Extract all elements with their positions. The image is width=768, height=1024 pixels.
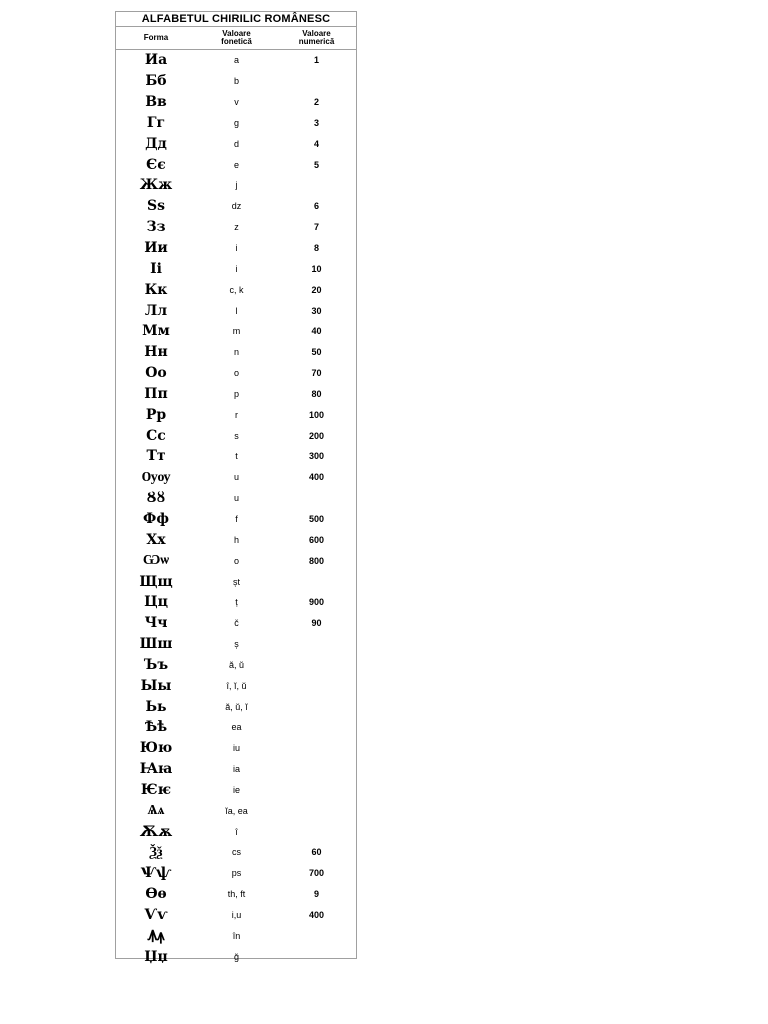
table-row bbox=[116, 175, 356, 196]
header-numeric: Valoare numerică bbox=[298, 29, 335, 46]
table-row bbox=[116, 800, 356, 821]
phonetic-value: z bbox=[234, 222, 239, 233]
numeric-value: 70 bbox=[311, 368, 322, 379]
numeric-value: 400 bbox=[308, 910, 325, 921]
table-row bbox=[116, 717, 356, 738]
table-row bbox=[116, 217, 356, 238]
table-body bbox=[116, 50, 356, 967]
phonetic-value: l bbox=[235, 305, 238, 316]
letter-form: Пп bbox=[144, 385, 168, 402]
phonetic-value: j bbox=[235, 180, 238, 191]
numeric-value: 7 bbox=[313, 222, 319, 233]
table-row bbox=[116, 946, 356, 967]
numeric-value: 400 bbox=[308, 472, 325, 483]
letter-form: Нн bbox=[144, 344, 168, 361]
table-row bbox=[116, 613, 356, 634]
letter-form: Ьь bbox=[145, 698, 167, 715]
numeric-value: 800 bbox=[308, 555, 325, 566]
phonetic-value: o bbox=[233, 368, 239, 379]
phonetic-value: ă, ŭ bbox=[228, 659, 244, 670]
numeric-value: 5 bbox=[313, 159, 319, 170]
table-title: ALFABETUL CHIRILIC ROMÂNESC bbox=[116, 12, 356, 27]
phonetic-value: g bbox=[233, 117, 239, 128]
letter-form: Ꙟꙟ bbox=[147, 928, 165, 945]
letter-form: Бб bbox=[145, 73, 167, 90]
letter-form: Ѹѹ bbox=[141, 468, 171, 485]
numeric-value: 3 bbox=[313, 117, 319, 128]
phonetic-value: a bbox=[233, 55, 239, 66]
numeric-value: 80 bbox=[311, 388, 322, 399]
phonetic-value: ĭa, ea bbox=[225, 805, 248, 816]
phonetic-value: f bbox=[235, 513, 238, 524]
table-row bbox=[116, 509, 356, 530]
table-row bbox=[116, 133, 356, 154]
table-row bbox=[116, 258, 356, 279]
numeric-value: 500 bbox=[308, 513, 325, 524]
phonetic-value: i bbox=[235, 263, 238, 274]
letter-form: Лл bbox=[144, 302, 168, 319]
phonetic-value: ps bbox=[231, 868, 242, 879]
phonetic-value: m bbox=[232, 326, 241, 337]
letter-form: Ѳѳ bbox=[145, 886, 167, 903]
table-row bbox=[116, 404, 356, 425]
phonetic-value: e bbox=[233, 159, 239, 170]
phonetic-value: o bbox=[233, 555, 239, 566]
numeric-value: 60 bbox=[311, 847, 322, 858]
table-row bbox=[116, 279, 356, 300]
numeric-value: 40 bbox=[311, 326, 322, 337]
numeric-value: 4 bbox=[313, 138, 319, 149]
numeric-value: 900 bbox=[308, 597, 325, 608]
table-row bbox=[116, 654, 356, 675]
numeric-value: 8 bbox=[313, 243, 319, 254]
numeric-value: 50 bbox=[311, 347, 322, 358]
letter-form: Дд bbox=[145, 135, 167, 152]
phonetic-value: șt bbox=[232, 576, 240, 587]
phonetic-value: ğ bbox=[233, 951, 239, 962]
table-row bbox=[116, 675, 356, 696]
letter-form: Іі bbox=[150, 260, 162, 277]
table-row bbox=[116, 342, 356, 363]
table-row bbox=[116, 821, 356, 842]
letter-form: Ѵѵ bbox=[144, 907, 168, 924]
phonetic-value: u bbox=[233, 493, 239, 504]
table-row bbox=[116, 884, 356, 905]
numeric-value: 6 bbox=[313, 201, 319, 212]
table-row bbox=[116, 238, 356, 259]
numeric-value: 9 bbox=[313, 889, 319, 900]
letter-form: Иа bbox=[144, 52, 168, 69]
phonetic-value: iu bbox=[232, 743, 240, 754]
table-row bbox=[116, 488, 356, 509]
phonetic-value: dz bbox=[231, 201, 242, 212]
phonetic-value: v bbox=[234, 97, 239, 108]
letter-form: Цц bbox=[144, 594, 168, 611]
letter-form: Вв bbox=[145, 94, 167, 111]
phonetic-value: ă, ŭ, ĭ bbox=[225, 701, 248, 712]
header-phonetic: Valoare fonetică bbox=[221, 29, 252, 46]
numeric-value: 90 bbox=[311, 618, 322, 629]
numeric-value: 300 bbox=[308, 451, 325, 462]
phonetic-value: th, ft bbox=[227, 889, 246, 900]
numeric-value: 10 bbox=[311, 263, 322, 274]
phonetic-value: c, k bbox=[229, 284, 244, 295]
table-row bbox=[116, 925, 356, 946]
table-row bbox=[116, 780, 356, 801]
letter-form: Ꙗꙗ bbox=[139, 761, 173, 778]
letter-form: Жж bbox=[139, 177, 173, 194]
letter-form: Оо bbox=[145, 365, 167, 382]
table-row bbox=[116, 321, 356, 342]
letter-form: Зз bbox=[146, 219, 166, 236]
table-row bbox=[116, 529, 356, 550]
table-row bbox=[116, 696, 356, 717]
letter-form: Ȣȣ bbox=[146, 490, 166, 507]
numeric-value: 600 bbox=[308, 534, 325, 545]
header-form: Forma bbox=[143, 33, 169, 42]
phonetic-value: în bbox=[232, 930, 241, 941]
phonetic-value: î, ĭ, ŭ bbox=[226, 680, 247, 691]
table-row bbox=[116, 446, 356, 467]
phonetic-value: t bbox=[235, 451, 238, 462]
phonetic-value: r bbox=[235, 409, 238, 420]
letter-form: Ѕѕ bbox=[147, 198, 165, 215]
table-row bbox=[116, 759, 356, 780]
phonetic-value: ie bbox=[232, 784, 240, 795]
table-row bbox=[116, 571, 356, 592]
table-row bbox=[116, 71, 356, 92]
letter-form: Ѫѫ bbox=[139, 823, 173, 840]
phonetic-value: h bbox=[233, 534, 239, 545]
letter-form: Ѱѱ bbox=[140, 865, 172, 882]
phonetic-value: u bbox=[233, 472, 239, 483]
table-row bbox=[116, 863, 356, 884]
table-row bbox=[116, 905, 356, 926]
table-row bbox=[116, 634, 356, 655]
numeric-value: 20 bbox=[311, 284, 322, 295]
letter-form: Ъъ bbox=[143, 656, 169, 673]
table-row bbox=[116, 738, 356, 759]
letter-form: Ѣѣ bbox=[144, 719, 168, 736]
letter-form: Фф bbox=[143, 510, 169, 527]
phonetic-value: i bbox=[235, 243, 238, 254]
letter-form: Щщ bbox=[139, 573, 173, 590]
phonetic-value: s bbox=[234, 430, 239, 441]
numeric-value: 1 bbox=[313, 55, 319, 66]
alphabet-table bbox=[115, 11, 357, 965]
table-row bbox=[116, 425, 356, 446]
letter-form: Чч bbox=[144, 615, 168, 632]
letter-form: Гг bbox=[146, 114, 166, 131]
letter-form: Мм bbox=[142, 323, 170, 340]
phonetic-value: ț bbox=[235, 597, 238, 608]
letter-form: Рр bbox=[145, 406, 167, 423]
letter-form: Шш bbox=[139, 636, 173, 653]
letter-form: Єє bbox=[146, 156, 166, 173]
table-row bbox=[116, 196, 356, 217]
numeric-value: 200 bbox=[308, 430, 325, 441]
letter-form: Сс bbox=[146, 427, 166, 444]
phonetic-value: d bbox=[233, 138, 239, 149]
table-row bbox=[116, 50, 356, 71]
phonetic-value: ea bbox=[231, 722, 242, 733]
table-row bbox=[116, 842, 356, 863]
letter-form: Кк bbox=[144, 281, 168, 298]
letter-form: Тт bbox=[146, 448, 166, 465]
table-row bbox=[116, 550, 356, 571]
phonetic-value: n bbox=[233, 347, 239, 358]
letter-form: Ѡѡ bbox=[142, 552, 170, 569]
letter-form: Ии bbox=[144, 240, 168, 257]
phonetic-value: i,u bbox=[231, 910, 242, 921]
table-row bbox=[116, 592, 356, 613]
table-row bbox=[116, 467, 356, 488]
letter-form: Юю bbox=[139, 740, 173, 757]
phonetic-value: č bbox=[234, 618, 239, 629]
numeric-value: 700 bbox=[308, 868, 325, 879]
phonetic-value: ia bbox=[232, 764, 240, 775]
letter-form: Ѥѥ bbox=[140, 781, 172, 798]
phonetic-value: p bbox=[233, 388, 239, 399]
table-row bbox=[116, 300, 356, 321]
numeric-value: 2 bbox=[313, 97, 319, 108]
letter-form: Ѧѧ bbox=[147, 802, 165, 819]
letter-form: Џџ bbox=[144, 948, 168, 965]
letter-form: Ыы bbox=[140, 677, 172, 694]
table-header bbox=[116, 27, 356, 50]
phonetic-value: î bbox=[235, 826, 238, 837]
phonetic-value: ș bbox=[234, 639, 239, 650]
table-row bbox=[116, 384, 356, 405]
phonetic-value: cs bbox=[232, 847, 241, 858]
letter-form: Ѯѯ bbox=[149, 843, 163, 860]
table-row bbox=[116, 154, 356, 175]
table-row bbox=[116, 363, 356, 384]
table-row bbox=[116, 92, 356, 113]
numeric-value: 100 bbox=[308, 409, 325, 420]
phonetic-value: b bbox=[233, 76, 239, 87]
letter-form: Хх bbox=[146, 531, 166, 548]
table-row bbox=[116, 113, 356, 134]
numeric-value: 30 bbox=[311, 305, 322, 316]
